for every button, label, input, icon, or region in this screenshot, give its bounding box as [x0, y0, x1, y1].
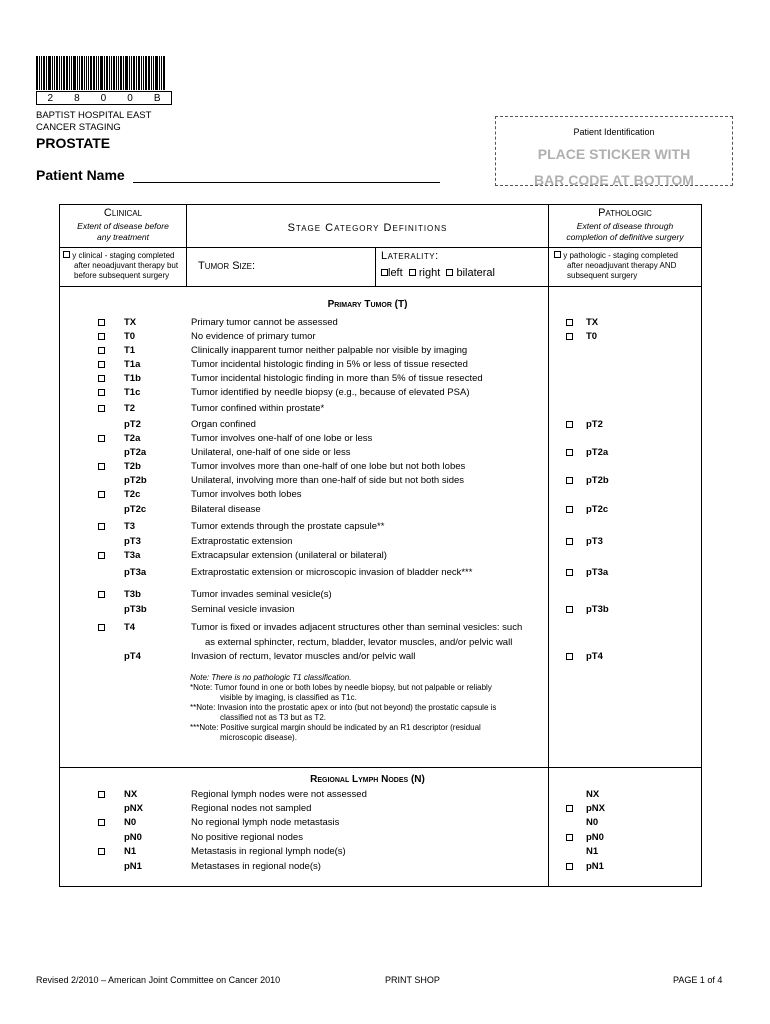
barcode	[36, 56, 172, 90]
y-pathologic-line-3: subsequent surgery	[567, 271, 638, 280]
primary-tumor-note: visible by imaging, is classified as T1c.	[220, 693, 357, 702]
regional-node-definition: Metastasis in regional lymph node(s)	[191, 846, 346, 857]
primary-tumor-clinical-code: pT3	[124, 536, 141, 547]
laterality-left: left	[388, 267, 403, 279]
primary-tumor-note: *Note: Tumor found in one or both lobes by needle biopsy, but not palpable or reliably	[190, 683, 492, 692]
checkbox-right[interactable]	[409, 269, 416, 276]
primary-tumor-pathologic-checkbox[interactable]	[566, 477, 573, 484]
primary-tumor-note: Note: There is no pathologic T1 classification.	[190, 673, 352, 682]
primary-tumor-pathologic-checkbox[interactable]	[566, 506, 573, 513]
primary-tumor-clinical-code: T4	[124, 622, 136, 633]
barcode-digit: 0	[100, 92, 107, 104]
primary-tumor-pathologic-code: pT2a	[586, 447, 609, 458]
primary-tumor-pathologic-checkbox[interactable]	[566, 319, 573, 326]
y-pathologic-line-1: y pathologic - staging completed	[563, 251, 678, 260]
primary-tumor-pathologic-checkbox[interactable]	[566, 653, 573, 660]
regional-node-pathologic-code: N0	[586, 817, 599, 828]
primary-tumor-clinical-code: T1	[124, 345, 136, 356]
pathologic-y-option[interactable]	[554, 251, 701, 281]
footer-page-number: PAGE 1 of 4	[673, 975, 723, 985]
primary-tumor-pathologic-checkbox[interactable]	[566, 538, 573, 545]
barcode-digit: B	[153, 92, 161, 104]
tumor-size-label: Tumor Size:	[198, 260, 256, 272]
regional-node-definition: No positive regional nodes	[191, 832, 303, 843]
primary-tumor-clinical-checkbox[interactable]	[98, 389, 105, 396]
primary-tumor-pathologic-code: pT2c	[586, 504, 609, 515]
primary-tumor-clinical-checkbox[interactable]	[98, 319, 105, 326]
primary-tumor-definition: Tumor confined within prostate*	[191, 403, 325, 414]
checkbox-y-clinical[interactable]	[63, 251, 70, 258]
page-title: PROSTATE	[36, 135, 111, 151]
regional-node-clinical-checkbox[interactable]	[98, 819, 105, 826]
footer-print-shop: PRINT SHOP	[385, 975, 440, 985]
primary-tumor-definition: Extracapsular extension (unilateral or bilateral)	[191, 550, 387, 561]
primary-tumor-note: microscopic disease).	[220, 733, 297, 742]
primary-tumor-clinical-code: TX	[124, 317, 137, 328]
barcode-number	[36, 91, 172, 105]
primary-tumor-note: classified not as T3 but as T2.	[220, 713, 326, 722]
stage-definitions-title: Stage Category Definitions	[287, 222, 448, 234]
primary-tumor-pathologic-code: T0	[586, 331, 598, 342]
divider	[186, 204, 187, 286]
divider	[59, 767, 702, 768]
patient-name-label: Patient Name	[36, 167, 125, 183]
barcode-digit: 0	[127, 92, 133, 104]
primary-tumor-clinical-code: pT2b	[124, 475, 147, 486]
primary-tumor-clinical-code: T1b	[124, 373, 141, 384]
primary-tumor-definition: Tumor is fixed or invades adjacent structures other than seminal vesicles: such	[191, 622, 523, 633]
primary-tumor-definition: Tumor incidental histologic finding in more than 5% of tissue resected	[191, 373, 483, 384]
laterality-bilateral: bilateral	[456, 267, 495, 279]
regional-node-clinical-code: pN0	[124, 832, 142, 843]
primary-tumor-clinical-code: T2a	[124, 433, 141, 444]
regional-node-clinical-code: N1	[124, 846, 137, 857]
pathologic-desc-1: Extent of disease through	[576, 221, 674, 231]
primary-tumor-definition: Tumor involves more than one-half of one lobe but not both lobes	[191, 461, 466, 472]
y-pathologic-line-2: after neoadjuvant therapy AND	[567, 261, 677, 270]
primary-tumor-clinical-checkbox[interactable]	[98, 591, 105, 598]
primary-tumor-definition: Tumor incidental histologic finding in 5% or less of tissue resected	[191, 359, 468, 370]
sticker-instruction-line-2: BAR CODE AT BOTTOM	[534, 172, 694, 188]
primary-tumor-clinical-checkbox[interactable]	[98, 435, 105, 442]
primary-tumor-clinical-checkbox[interactable]	[98, 552, 105, 559]
laterality-options	[381, 267, 495, 279]
pathologic-header	[549, 207, 701, 243]
regional-node-clinical-code: N0	[124, 817, 137, 828]
primary-tumor-clinical-code: pT2	[124, 419, 141, 430]
primary-tumor-clinical-code: T2b	[124, 461, 141, 472]
primary-tumor-title: Primary Tumor (T)	[327, 299, 408, 310]
primary-tumor-pathologic-code: TX	[586, 317, 599, 328]
primary-tumor-definition: Tumor involves both lobes	[191, 489, 302, 500]
primary-tumor-clinical-checkbox[interactable]	[98, 347, 105, 354]
patient-name-field[interactable]	[133, 182, 440, 183]
primary-tumor-clinical-code: pT3a	[124, 567, 147, 578]
primary-tumor-clinical-checkbox[interactable]	[98, 375, 105, 382]
primary-tumor-definition: Tumor extends through the prostate capsule**	[191, 521, 385, 532]
barcode-digit: 2	[47, 92, 54, 104]
primary-tumor-note: **Note: Invasion into the prostatic apex or into (but not beyond) the prostatic capsule is	[190, 703, 497, 712]
regional-node-pathologic-code: N1	[586, 846, 599, 857]
primary-tumor-clinical-code: pT2c	[124, 504, 147, 515]
regional-node-clinical-code: pNX	[124, 803, 143, 814]
primary-tumor-definition: as external sphincter, rectum, bladder, levator muscles, and/or pelvic wall	[205, 637, 513, 648]
primary-tumor-pathologic-checkbox[interactable]	[566, 606, 573, 613]
primary-tumor-pathologic-code: pT2b	[586, 475, 609, 486]
primary-tumor-clinical-code: T0	[124, 331, 136, 342]
y-clinical-line-3: before subsequent surgery	[74, 271, 170, 280]
primary-tumor-clinical-code: T2	[124, 403, 136, 414]
y-clinical-line-2: after neoadjuvant therapy but	[74, 261, 179, 270]
primary-tumor-definition: No evidence of primary tumor	[191, 331, 316, 342]
regional-nodes-title: Regional Lymph Nodes (N)	[310, 774, 425, 785]
primary-tumor-definition: Tumor identified by needle biopsy (e.g., because of elevated PSA)	[191, 387, 470, 398]
patient-identification-label: Patient Identification	[573, 127, 655, 137]
primary-tumor-clinical-code: T3a	[124, 550, 141, 561]
patient-sticker-box	[495, 116, 733, 186]
primary-tumor-definition: Seminal vesicle invasion	[191, 604, 295, 615]
primary-tumor-definition: Tumor invades seminal vesicle(s)	[191, 589, 332, 600]
clinical-desc-1: Extent of disease before	[77, 221, 169, 231]
primary-tumor-definition: Extraprostatic extension	[191, 536, 293, 547]
primary-tumor-notes	[190, 673, 546, 743]
regional-node-pathologic-code: NX	[586, 789, 600, 800]
pathologic-desc-2: completion of definitive surgery	[566, 232, 684, 242]
regional-node-definition: Regional nodes not sampled	[191, 803, 312, 814]
clinical-desc-2: any treatment	[97, 232, 149, 242]
primary-tumor-clinical-checkbox[interactable]	[98, 523, 105, 530]
primary-tumor-definition: Organ confined	[191, 419, 256, 430]
primary-tumor-pathologic-code: pT3a	[586, 567, 609, 578]
primary-tumor-definition: Unilateral, one-half of one side or less	[191, 447, 351, 458]
regional-node-pathologic-checkbox[interactable]	[566, 834, 573, 841]
primary-tumor-definition: Primary tumor cannot be assessed	[191, 317, 338, 328]
primary-tumor-clinical-code: pT4	[124, 651, 141, 662]
hospital-line-2: CANCER STAGING	[36, 122, 121, 133]
clinical-y-option[interactable]	[63, 251, 185, 281]
barcode-digit: 8	[74, 92, 80, 104]
checkbox-left[interactable]	[381, 269, 388, 276]
checkbox-bilateral[interactable]	[446, 269, 453, 276]
primary-tumor-pathologic-checkbox[interactable]	[566, 449, 573, 456]
regional-node-definition: Regional lymph nodes were not assessed	[191, 789, 367, 800]
primary-tumor-clinical-checkbox[interactable]	[98, 463, 105, 470]
primary-tumor-definition: Invasion of rectum, levator muscles and/or pelvic wall	[191, 651, 416, 662]
hospital-line-1: BAPTIST HOSPITAL EAST	[36, 110, 152, 121]
regional-node-pathologic-code: pN0	[586, 832, 604, 843]
sticker-instruction-line-1: PLACE STICKER WITH	[537, 146, 691, 162]
hospital-name	[36, 110, 151, 134]
primary-tumor-clinical-code: T1c	[124, 387, 141, 398]
primary-tumor-definition: Tumor involves one-half of one lobe or less	[191, 433, 373, 444]
primary-tumor-pathologic-checkbox[interactable]	[566, 333, 573, 340]
y-clinical-line-1: y clinical - staging completed	[72, 251, 175, 260]
primary-tumor-pathologic-code: pT3	[586, 536, 603, 547]
laterality-right: right	[418, 267, 441, 279]
regional-node-clinical-code: pN1	[124, 861, 142, 872]
primary-tumor-pathologic-code: pT3b	[586, 604, 609, 615]
checkbox-y-pathologic[interactable]	[554, 251, 561, 258]
clinical-header	[60, 207, 186, 243]
regional-node-clinical-checkbox[interactable]	[98, 848, 105, 855]
primary-tumor-clinical-code: T1a	[124, 359, 141, 370]
primary-tumor-definition: Unilateral, involving more than one-half of side but not both sides	[191, 475, 465, 486]
primary-tumor-clinical-code: pT2a	[124, 447, 147, 458]
primary-tumor-pathologic-checkbox[interactable]	[566, 569, 573, 576]
divider	[548, 204, 549, 767]
primary-tumor-definition: Clinically inapparent tumor neither palpable nor visible by imaging	[191, 345, 468, 356]
primary-tumor-pathologic-code: pT2	[586, 419, 603, 430]
divider	[59, 286, 702, 287]
regional-node-pathologic-code: pN1	[586, 861, 604, 872]
regional-node-definition: No regional lymph node metastasis	[191, 817, 340, 828]
divider	[375, 247, 376, 286]
pathologic-title: Pathologic	[598, 207, 652, 219]
primary-tumor-definition: Bilateral disease	[191, 504, 261, 515]
primary-tumor-clinical-code: T3	[124, 521, 136, 532]
primary-tumor-clinical-checkbox[interactable]	[98, 361, 105, 368]
primary-tumor-pathologic-code: pT4	[586, 651, 603, 662]
regional-node-pathologic-code: pNX	[586, 803, 605, 814]
regional-node-definition: Metastases in regional node(s)	[191, 861, 321, 872]
primary-tumor-note: ***Note: Positive surgical margin should be indicated by an R1 descriptor (residual	[190, 723, 481, 732]
divider	[548, 767, 549, 887]
regional-node-clinical-checkbox[interactable]	[98, 791, 105, 798]
primary-tumor-definition: Extraprostatic extension or microscopic invasion of bladder neck***	[191, 567, 473, 578]
regional-node-pathologic-checkbox[interactable]	[566, 863, 573, 870]
divider	[59, 247, 702, 248]
clinical-title: Clinical	[103, 207, 143, 219]
primary-tumor-pathologic-checkbox[interactable]	[566, 421, 573, 428]
primary-tumor-clinical-checkbox[interactable]	[98, 624, 105, 631]
footer-revision: Revised 2/2010 – American Joint Committee on Cancer 2010	[36, 975, 281, 985]
primary-tumor-clinical-code: pT3b	[124, 604, 147, 615]
primary-tumor-clinical-checkbox[interactable]	[98, 405, 105, 412]
primary-tumor-clinical-checkbox[interactable]	[98, 491, 105, 498]
primary-tumor-clinical-checkbox[interactable]	[98, 333, 105, 340]
regional-node-clinical-code: NX	[124, 789, 138, 800]
primary-tumor-clinical-code: T3b	[124, 589, 141, 600]
primary-tumor-clinical-code: T2c	[124, 489, 141, 500]
regional-node-pathologic-checkbox[interactable]	[566, 805, 573, 812]
laterality-label: Laterality:	[381, 250, 439, 262]
